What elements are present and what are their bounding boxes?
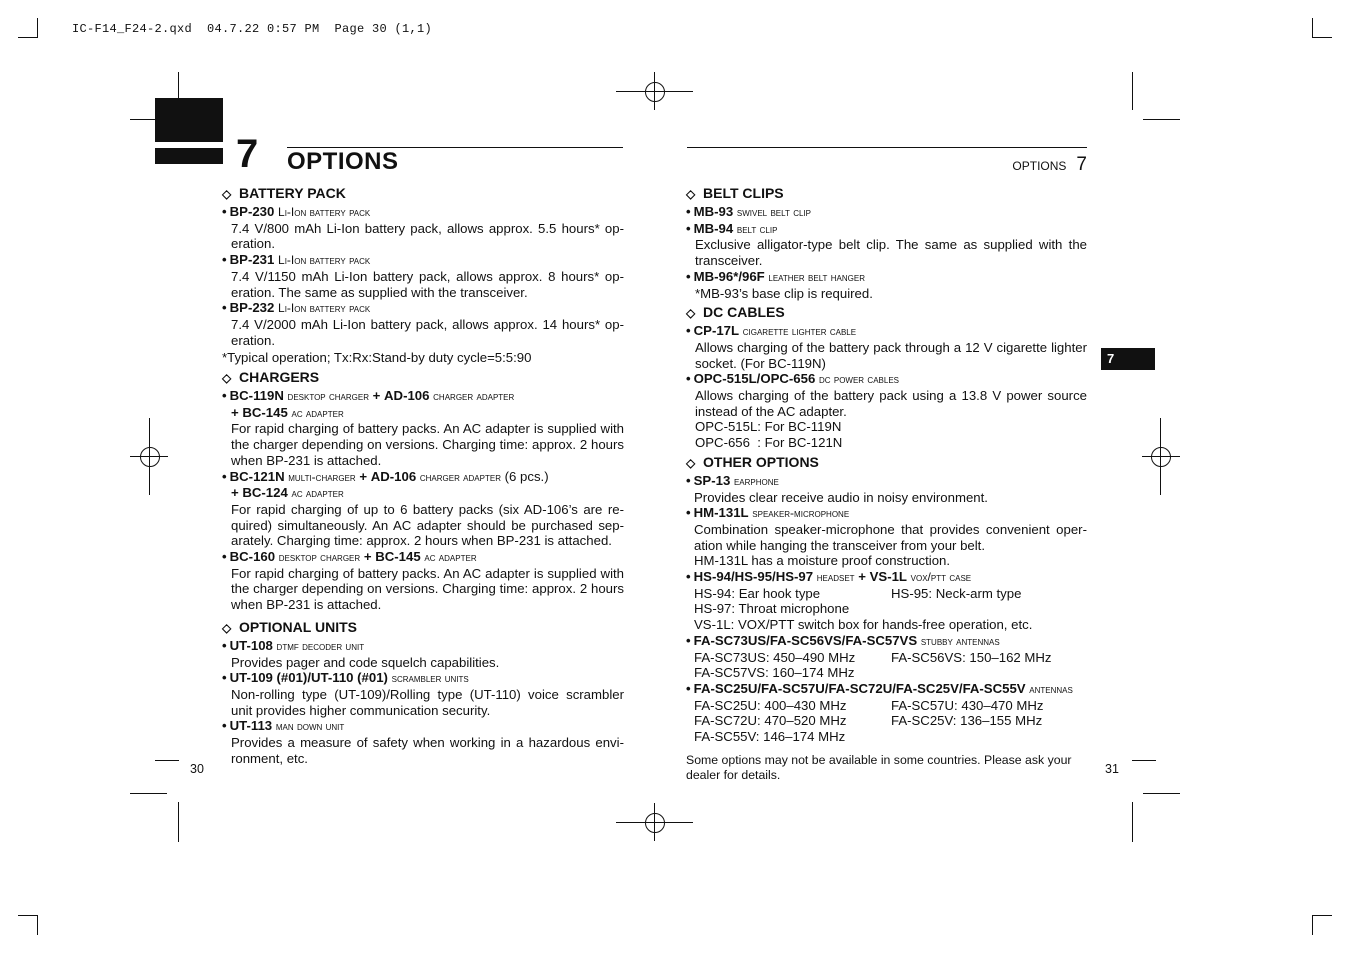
item-label: ac adapter <box>291 486 344 501</box>
list-item: • OPC-515L/OPC-656 dc power cables Allows charging of the battery pack using a 13.8 V power source instead of the AC adapter. OPC-515L: For BC-119N OPC-656 : For BC-121N <box>686 371 1087 451</box>
diamond-icon: ◇ <box>222 187 232 201</box>
item-code: HM-131L <box>693 505 749 521</box>
battery-note: *Typical operation; Tx:Rx:Stand-by duty cycle=5:5:90 <box>222 350 532 366</box>
list-item: • SP-13 earphone Provides clear receive audio in noisy environment. <box>686 473 1087 505</box>
list-item: • MB-96*/96F leather belt hanger *MB-93’s base clip is required. <box>686 269 1087 301</box>
item-desc: Provides a measure of safety when working in a hazardous environment, etc. <box>231 735 624 766</box>
item-code: MB-94 <box>693 220 734 236</box>
running-head <box>980 154 1087 176</box>
section-title: OPTIONAL UNITS <box>239 618 357 635</box>
item-desc: 7.4 V/1150 mAh Li-Ion battery pack, allows approx. 8 hours* operation. The same as supplied with the transceiver. <box>231 268 624 300</box>
item-desc: Exclusive alligator-type belt clip. The same as supplied with the transceiver. <box>695 237 1087 269</box>
list-item: • HM-131L speaker-microphone Combination speaker-microphone that provides convenient operation while hanging the transceiver from your belt. HM-131L has a moisture proof construction. <box>686 505 1087 569</box>
item-label: Li-Ion battery pack <box>278 205 371 219</box>
list-item: • BP-231 Li-Ion battery pack 7.4 V/1150 mAh Li-Ion battery pack, allows approx. 8 hours* operation. The same as supplied with the transceiver. <box>222 252 624 300</box>
plus-sign: + <box>363 549 372 565</box>
chapter-number: 7 <box>236 132 259 176</box>
item-desc: Non-rolling type (UT-109)/Rolling type (UT-110) voice scrambler unit provides higher communication security. <box>231 686 624 718</box>
item-code: MB-96*/96F <box>693 268 765 284</box>
section-optional-units <box>222 619 624 637</box>
spec-cell: FA-SC72U: 470–520 MHz <box>694 713 847 729</box>
item-label: ac adapter <box>424 550 477 565</box>
page-number-right: 31 <box>1105 762 1119 776</box>
item-desc: For rapid charging of battery packs. An AC adapter is supplied with the charger depending on versions. Charging time: approx. 2 hours when BP-231 is attached. <box>231 421 624 468</box>
item-line: VS-1L: VOX/PTT switch box for hands-free operation, etc. <box>694 617 1033 633</box>
list-item: • UT-108 dtmf decoder unit Provides pager and code squelch capabilities. <box>222 638 624 670</box>
running-head-number: 7 <box>1076 154 1087 175</box>
item-code: HS-94/HS-95/HS-97 <box>693 569 814 585</box>
item-desc: Allows charging of the battery pack through a 12 V cigarette lighter socket. (For BC-119N) <box>695 339 1087 371</box>
spec-cell: FA-SC56VS: 150–162 MHz <box>891 649 1052 665</box>
list-item: • FA-SC25U/FA-SC57U/FA-SC72U/FA-SC25V/FA-SC55V antennas FA-SC25U: 400–430 MHz FA-SC57U: 430–470 MHz FA-SC72U: 470–520 MHz FA-SC25V: 136–155 MHz FA-SC55V: 146–174 MHz <box>686 681 1087 745</box>
availability-note: Some options may not be available in some countries. Please ask your dealer for details. <box>686 752 1072 783</box>
item-label: vox/ptt case <box>910 570 972 585</box>
item-code: BC-119N <box>229 388 284 404</box>
list-item: • BC-160 desktop charger + BC-145 ac adapter For rapid charging of battery packs. An AC adapter is supplied with the charger depending on versions. Charging time: approx. 2 hours when BP-231 is attached. <box>222 549 624 613</box>
list-item: • BP-230 Li-Ion battery pack 7.4 V/800 mAh Li-Ion battery pack, allows approx. 5.5 hours* operation. <box>222 204 624 252</box>
item-label: belt clip <box>736 221 778 236</box>
spec-cell: FA-SC57VS: 160–174 MHz <box>694 665 855 681</box>
item-label: dtmf decoder unit <box>276 638 365 653</box>
running-head-rule <box>687 147 1087 148</box>
spec-row <box>686 601 1087 617</box>
item-code: UT-108 <box>229 637 273 653</box>
item-label: headset <box>816 570 855 585</box>
list-item: • HS-94/HS-95/HS-97 headset + VS-1L vox/ptt case HS-94: Ear hook type HS-95: Neck-arm type HS-97: Throat microphone VS-1L: VOX/PTT switch box for hands-free operation, etc. <box>686 569 1087 633</box>
diamond-icon: ◇ <box>686 455 696 470</box>
item-label: earphone <box>733 473 779 488</box>
item-code: BC-121N <box>229 468 285 484</box>
item-code: UT-113 <box>229 718 273 734</box>
item-label: speaker-microphone <box>752 506 850 521</box>
spec-row <box>686 650 1087 666</box>
section-title: CHARGERS <box>239 369 320 386</box>
page-number-left: 30 <box>190 762 204 776</box>
spec-row <box>686 698 1087 714</box>
plus-sign: + <box>359 468 368 484</box>
list-item: • CP-17L cigarette lighter cable Allows charging of the battery pack through a 12 V cigarette lighter socket. (For BC-119N) <box>686 323 1087 371</box>
spec-row <box>686 665 1087 681</box>
spec-cell: HS-97: Throat microphone <box>694 601 850 617</box>
diamond-icon: ◇ <box>222 620 232 635</box>
chapter-block <box>155 98 223 142</box>
section-chargers <box>222 369 624 387</box>
item-code: FA-SC73US/FA-SC56VS/FA-SC57VS <box>693 632 918 648</box>
item-label: Li-Ion battery pack <box>278 253 371 268</box>
section-dc-cables <box>686 304 1087 322</box>
spec-cell: HS-95: Neck-arm type <box>891 585 1022 601</box>
side-tab <box>1101 348 1155 370</box>
item-desc: Provides pager and code squelch capabilities. <box>231 654 500 670</box>
item-label: multi-charger <box>288 469 356 484</box>
item-code: BP-230 <box>229 204 275 219</box>
list-item: • UT-113 man down unit Provides a measure of safety when working in a hazardous environment, etc. <box>222 718 624 766</box>
item-code: BP-232 <box>229 300 275 316</box>
chapter-title: OPTIONS <box>287 148 399 175</box>
file-header: IC-F14_F24-2.qxd 04.7.22 0:57 PM Page 30 (1,1) <box>72 22 433 36</box>
item-desc: For rapid charging of battery packs. An AC adapter is supplied with the charger depending on versions. Charging time: approx. 2 hours when BP-231 is attached. <box>231 565 624 613</box>
spec-cell: FA-SC55V: 146–174 MHz <box>694 729 846 745</box>
item-code: AD-106 <box>370 468 417 484</box>
running-head-label: OPTIONS <box>1012 159 1067 173</box>
item-label: desktop charger <box>278 550 361 565</box>
item-label: stubby antennas <box>920 633 1000 648</box>
section-title: OTHER OPTIONS <box>703 453 819 470</box>
left-column <box>222 182 624 767</box>
item-label: charger adapter <box>433 389 515 404</box>
spec-cell: FA-SC25V: 136–155 MHz <box>891 713 1043 729</box>
right-column <box>686 182 1087 784</box>
spec-cell: FA-SC73US: 450–490 MHz <box>694 649 856 665</box>
item-code: OPC-515L/OPC-656 <box>693 371 816 387</box>
section-belt-clips <box>686 185 1087 203</box>
spec-cell: FA-SC57U: 430–470 MHz <box>891 697 1044 713</box>
section-title: BELT CLIPS <box>703 185 784 201</box>
item-desc: 7.4 V/2000 mAh Li-Ion battery pack, allows approx. 14 hours* operation. <box>231 316 624 348</box>
list-item: • BC-119N desktop charger + AD-106 charger adapter + BC-145 ac adapter For rapid charging of battery packs. An AC adapter is supplied with the charger depending on versions. Charging time: approx. 2 hours when BP-231 is attached. <box>222 388 624 468</box>
item-code: UT-109 (#01)/UT-110 (#01) <box>229 670 388 686</box>
item-desc: Allows charging of the battery pack using a 13.8 V power source instead of the AC adapter. <box>695 388 1087 419</box>
list-item: • MB-93 swivel belt clip <box>686 204 811 219</box>
item-code: + BC-124 <box>231 485 288 501</box>
item-label: desktop charger <box>287 389 369 404</box>
item-desc: Combination speaker-microphone that provides convenient operation while hanging the transceiver from your belt. <box>694 521 1087 553</box>
item-label: charger adapter <box>419 469 501 484</box>
side-tab-label: 7 <box>1107 351 1115 366</box>
item-code: MB-93 <box>693 204 734 219</box>
item-label: cigarette lighter cable <box>742 324 857 339</box>
section-title: DC CABLES <box>703 304 785 321</box>
diamond-icon: ◇ <box>686 187 696 201</box>
item-label: man down unit <box>275 719 345 734</box>
plus-sign: + <box>858 569 866 585</box>
item-desc: Provides clear receive audio in noisy environment. <box>694 489 988 505</box>
list-item: • MB-94 belt clip Exclusive alligator-type belt clip. The same as supplied with the transceiver. <box>686 220 1087 269</box>
item-code: AD-106 <box>384 388 430 404</box>
item-line: OPC-656 : For BC-121N <box>695 435 843 451</box>
item-label: antennas <box>1029 681 1073 696</box>
item-label: scrambler units <box>391 671 469 686</box>
diamond-icon: ◇ <box>686 306 696 321</box>
spec-cell: FA-SC25U: 400–430 MHz <box>694 697 847 713</box>
item-desc: *MB-93’s base clip is required. <box>695 285 873 301</box>
section-title: BATTERY PACK <box>239 185 346 201</box>
item-label: dc power cables <box>818 372 899 387</box>
chapter-bar <box>155 148 223 164</box>
plus-sign: + <box>372 388 381 404</box>
diamond-icon: ◇ <box>222 371 232 386</box>
spec-row <box>686 586 1087 602</box>
spec-row <box>686 729 1087 745</box>
item-code: VS-1L <box>869 569 907 585</box>
list-item: • FA-SC73US/FA-SC56VS/FA-SC57VS stubby antennas FA-SC73US: 450–490 MHz FA-SC56VS: 150–162 MHz FA-SC57VS: 160–174 MHz <box>686 633 1087 681</box>
item-desc: For rapid charging of up to 6 battery packs (six AD-106’s are required) simultaneously. An AC adapter should be purchased separately. Charging time: approx. 2 hours when BP-231 is attached. <box>231 501 624 549</box>
section-battery-pack <box>222 185 624 203</box>
list-item: • BP-232 Li-Ion battery pack 7.4 V/2000 mAh Li-Ion battery pack, allows approx. 14 hours* operation. <box>222 300 624 348</box>
list-item: • BC-121N multi-charger + AD-106 charger adapter (6 pcs.) + BC-124 ac adapter For rapid charging of up to 6 battery packs (six AD-106’s are required) simultaneously. An AC adapter should be purchased separately. Charging time: approx. 2 hours when BP-231 is attached. <box>222 468 624 549</box>
item-desc: 7.4 V/800 mAh Li-Ion battery pack, allows approx. 5.5 hours* operation. <box>231 220 624 252</box>
item-label: Li-Ion battery pack <box>278 301 371 316</box>
item-label: ac adapter <box>291 405 344 420</box>
item-code: SP-13 <box>693 472 731 488</box>
item-code: FA-SC25U/FA-SC57U/FA-SC72U/FA-SC25V/FA-SC55V <box>693 680 1026 696</box>
spec-cell: HS-94: Ear hook type <box>694 585 821 601</box>
item-label: swivel belt clip <box>736 205 811 219</box>
section-other-options <box>686 454 1087 472</box>
item-code: CP-17L <box>693 323 740 339</box>
item-code: BC-145 <box>375 549 421 565</box>
item-code: BP-231 <box>229 252 275 268</box>
item-line: HM-131L has a moisture proof construction. <box>694 553 951 569</box>
item-code: BC-160 <box>229 549 276 565</box>
spec-row <box>686 713 1087 729</box>
item-line: OPC-515L: For BC-119N <box>695 419 842 435</box>
item-qty: (6 pcs.) <box>504 468 549 484</box>
list-item: • UT-109 (#01)/UT-110 (#01) scrambler units Non-rolling type (UT-109)/Rolling type (UT-110) voice scrambler unit provides higher communication security. <box>222 670 624 718</box>
item-code: + BC-145 <box>231 404 288 420</box>
item-label: leather belt hanger <box>768 269 866 284</box>
